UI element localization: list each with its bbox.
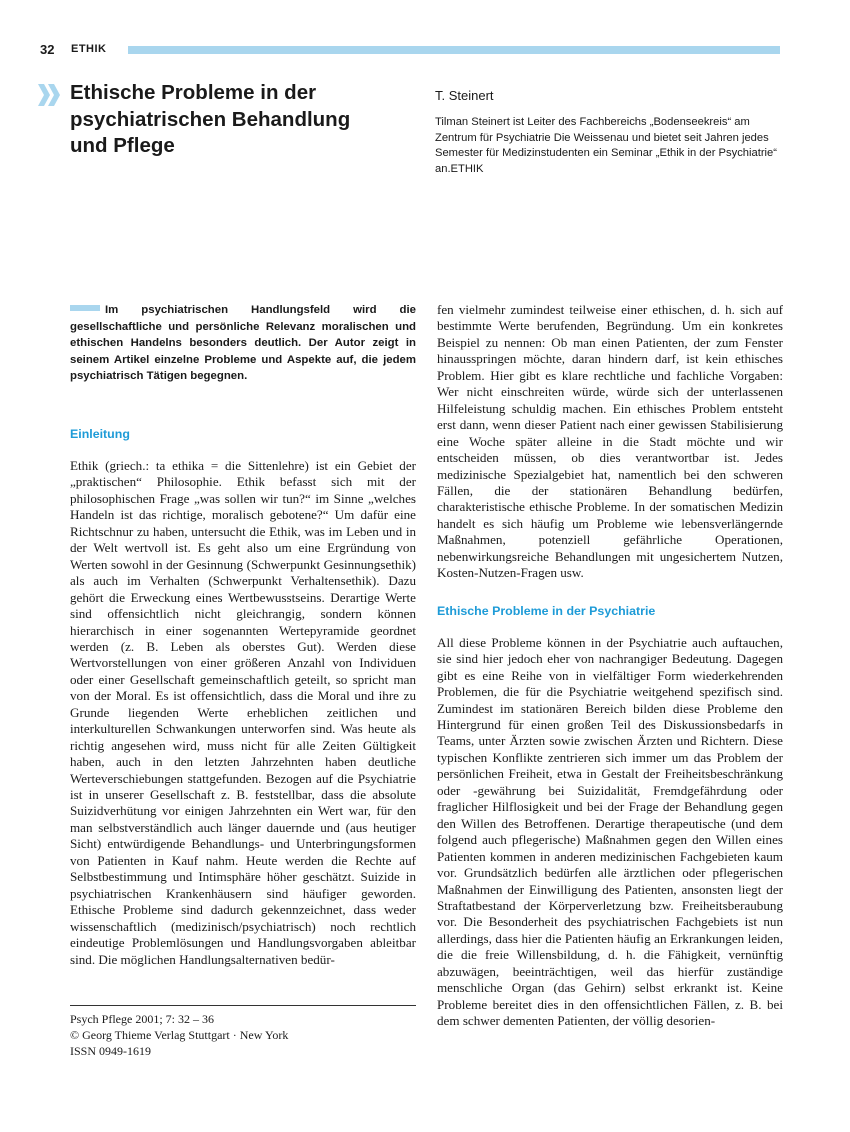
abstract-text: Im psychiatrischen Handlungsfeld wird die gesellschaftliche und persönliche Relevanz moralischen und ethischen Handelns besonders deutlich. Der Autor zeigt in seinem Artikel einzelne Probleme und Aspekte auf, die jedem psychiatrisch Tätigen begegnen. [70, 304, 416, 383]
header-rule [128, 46, 780, 54]
citation-footer [70, 1005, 416, 1059]
left-column [70, 302, 416, 968]
author-bio: Tilman Steinert ist Leiter des Fachbereichs „Bodenseekreis“ am Zentrum für Psychiatrie Die Weissenau und bietet seit Jahren jedes Semester für Medizinstudenten ein Seminar „Ethik in der Psychiatrie“ an.ETHIK [435, 116, 777, 175]
article-title: Ethische Probleme in der psychiatrischen Behandlung und Pflege [70, 81, 351, 157]
introduction-text-continued: fen vielmehr zumindest teilweise einer ethischen, d. h. sich auf bestimmte Werte berufenden, Begründung. Um ein konkretes Beispiel zu nennen: Ob man einen Patienten, der zum Fenster hinausspringen möchte, daran hindern darf, ist kein ethisches Problem. Hier gibt es klare rechtliche und fachliche Vorgaben: Wer nicht einschreiten würde, würde sich der unterlassenen Hilfeleistung schuldig machen. Ein ethisches Problem entsteht erst dann, wenn dieser Patient nach einer gewissen Stabilisierung eine Woche später alleine in die Stadt möchte und wir entscheiden müssen, ob dies verantwortbar ist. Jedes medizinische Spezialgebiet hat, namentlich bei den schweren Fällen, die der stationären Behandlung bedürfen, charakteristische ethische Probleme. In der somatischen Medizin handelt es sich häufig um Probleme wie lebensverlängernde Maßnahmen, potenziell gefährliche Operationen, nebenwirkungsreiche Behandlungen mit ungesichertem Nutzen, Kosten-Nutzen-Fragen usw. [437, 302, 783, 581]
running-header [40, 42, 780, 58]
abstract-marker [70, 305, 100, 311]
journal-citation: Psych Pflege 2001; 7: 32 – 36 [70, 1012, 214, 1026]
publisher-line: © Georg Thieme Verlag Stuttgart · New York [70, 1028, 289, 1042]
page-number: 32 [40, 42, 55, 57]
abstract [70, 302, 416, 385]
heading-introduction: Einleitung [70, 426, 130, 441]
heading-ethical-problems-psychiatry: Ethische Probleme in der Psychiatrie [437, 603, 656, 618]
introduction-text: Ethik (griech.: ta ethika = die Sittenlehre) ist ein Gebiet der „praktischen“ Philosophie. Ethik befasst sich mit der philosophischen Frage „was sollen wir tun?“ im Sinne „welches Handeln ist das richtige, moralisch gebotene?“ Um dafür eine Richtschnur zu haben, untersucht die Ethik, was im Leben und in der Welt wertvoll ist. Es geht also um eine Ergründung von Werten sowohl in der Gesinnung (Schwerpunkt Gesinnungsethik) als auch im Verhalten (Schwerpunkt Verhaltensethik). Dazu gehört die Erweckung eines Wertbewusstseins. Derartige Werte sind offensichtlich nicht gleichrangig, sondern können hierarchisch in einer sogenannten Wertepyramide geordnet werden (z. B. Leben als oberstes Gut). Werden diese Wertvorstellungen von einer größeren Anzahl von Individuen oder einer Gesellschaft gemeinschaftlich geteilt, so spricht man von der Moral. Es ist offensichtlich, dass die Moral und ihre zu Grunde liegenden Werte erheblichen zeitlichen und interkulturellen Schwankungen unterworfen sind. Was heute als richtig angesehen wird, muss nicht für alle Zeiten Gültigkeit haben, auch in den letzten Jahrzehnten haben deutliche Werteverschiebungen stattgefunden. Bezogen auf die Psychiatrie ist in unserer Gesellschaft z. B. feststellbar, dass die absolute Suizidverhütung vor einigen Jahrzehnten ein Wert war, für den man selbstverständlich auch länger dauernde und (aus heutiger Sicht) entwürdigende Behandlungs- und Unterbringungsformen von Patienten in Kauf nahm. Heute werden die Rechte auf Selbstbestimmung und Intimsphäre höher geschätzt. Suizide in psychiatrischen Krankenhäusern sind häufiger geworden. Ethische Probleme sind dadurch gekennzeichnet, dass weder wissenschaftlich (medizinisch/psychiatrisch) noch rechtlich eindeutige Problemlösungen und Handlungsvorgaben ableitbar sind. Die möglichen Handlungsalternativen bedür- [70, 457, 416, 967]
right-column [437, 302, 783, 1030]
section-label: ETHIK [71, 43, 107, 55]
issn: ISSN 0949-1619 [70, 1044, 152, 1058]
author-name: T. Steinert [435, 88, 494, 103]
psychiatry-section-text: All diese Probleme können in der Psychiatrie auch auftauchen, sie sind hier jedoch eher von nachrangiger Bedeutung. Dagegen gibt es eine Reihe von in vielfältiger Form wiederkehrenden Problemen, die für die Psychiatrie weitgehend spezifisch sind. Zumindest im stationären Bereich bilden diese Probleme den Hintergrund für einen großen Teil des Diskussionsbedarfs in Teams, unter Ärzten sowie zwischen Ärzten und Richtern. Diese typischen Konflikte zentrieren sich immer um das Problem der persönlichen Freiheit, etwa in Gestalt der Freiheitsbeschränkung oder -gewährung bei Suizidalität, Fremdgefährdung oder fraglicher Hilflosigkeit und bei der Frage der Behandlung gegen den Willen des Betroffenen. Derartige therapeutische (und dem folgend auch pflegerische) Maßnahmen gegen den Willen eines Patienten kommen in anderen medizinischen Fachgebieten kaum vor. Grundsätzlich bedürfen alle ärztlichen oder pflegerischen Maßnahmen der Einwilligung des Patienten, ansonsten liegt der Straftatbestand der Körperverletzung bzw. Freiheitsberaubung vor. Die Besonderheit des psychiatrischen Fachgebiets ist nun allerdings, dass hier die Patienten häufig an Erkrankungen leiden, die die freie Willensbildung, d. h. die Fähigkeit, vernünftig abzuwägen, beeinträchtigen, weil das hierfür zuständige menschliche Organ (das Gehirn) selbst erkrankt ist. Keine Probleme bereitet dies in den offensichtlichen Fällen, z. B. bei dem schwer dementen Patienten, der völlig desorien- [437, 634, 783, 1029]
double-chevron-right-icon [38, 84, 60, 106]
